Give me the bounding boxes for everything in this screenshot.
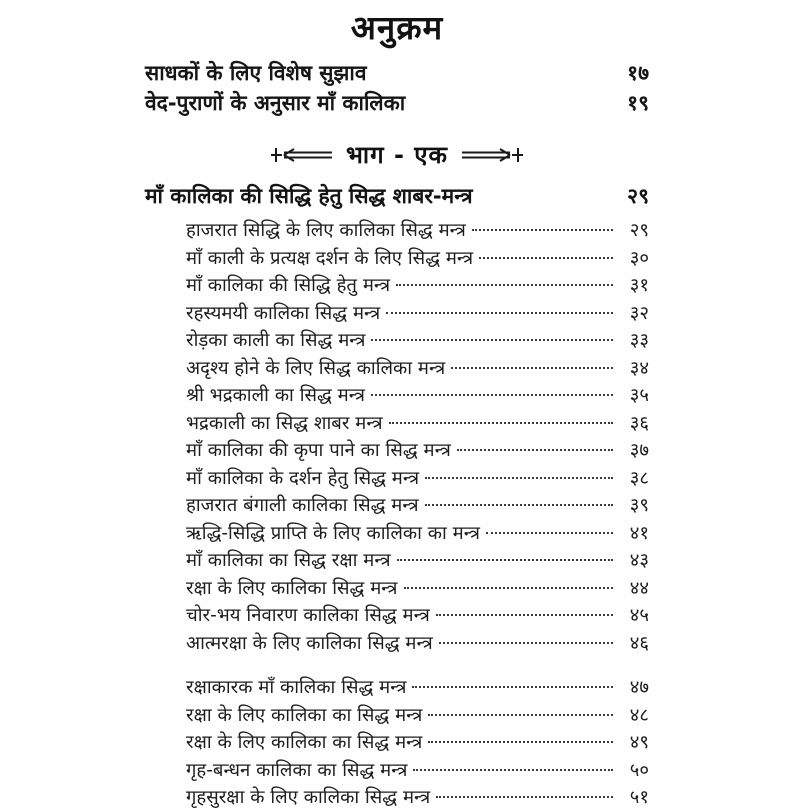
toc-entry-row: [186, 674, 649, 702]
dot-leader: [428, 714, 613, 716]
toc-entry-label: श्री भद्रकाली का सिद्ध मन्त्र: [186, 385, 365, 406]
part-heading: [145, 138, 649, 171]
dot-leader: [486, 532, 613, 534]
dot-leader: [386, 312, 613, 314]
toc-entry-row: [186, 410, 649, 438]
entries-group-divider: [145, 657, 649, 674]
toc-entry-row: [186, 465, 649, 493]
dot-leader: [428, 741, 613, 743]
toc-entry-label: आत्मरक्षा के लिए कालिका सिद्ध मन्त्र: [186, 632, 433, 654]
toc-entry-label: माँ कालिका का सिद्ध रक्षा मन्त्र: [186, 550, 391, 571]
dot-leader: [479, 257, 613, 259]
toc-entry-page-number: ३६: [629, 412, 649, 434]
ornament-arrow-right-icon: [460, 146, 524, 164]
section-heading-row: [145, 181, 649, 211]
front-matter-label: साधकों के लिए विशेष सुझाव: [145, 61, 367, 85]
toc-entry-page-number: ४५: [629, 605, 649, 626]
dot-leader: [397, 559, 613, 561]
toc-entry-label: भद्रकाली का सिद्ध शाबर मन्त्र: [186, 412, 383, 434]
toc-entry-page-number: ४३: [629, 550, 649, 571]
toc-entry-label: रक्षा के लिए कालिका सिद्ध मन्त्र: [186, 577, 398, 599]
toc-entry-row: [186, 784, 649, 812]
dot-leader: [404, 587, 614, 589]
dot-leader: [396, 284, 613, 286]
toc-entry-page-number: ३१: [629, 275, 649, 296]
toc-entry-label: माँ काली के प्रत्यक्ष दर्शन के लिए सिद्ध मन्त्र: [186, 247, 474, 269]
toc-entry-page-number: ३४: [629, 357, 649, 379]
dot-leader: [451, 367, 613, 369]
front-matter-page-number: १७: [627, 61, 649, 85]
dot-leader: [439, 642, 613, 644]
toc-entry-label: गृहसुरक्षा के लिए कालिका सिद्ध मन्त्र: [186, 787, 431, 808]
toc-entry-label: हाजरात बंगाली कालिका सिद्ध मन्त्र: [186, 495, 419, 516]
toc-entry-label: अदृश्य होने के लिए सिद्ध कालिका मन्त्र: [186, 357, 446, 379]
front-matter-row: [145, 58, 649, 88]
toc-entry-row: [186, 327, 649, 355]
toc-entry-row: [186, 547, 649, 575]
toc-entry-label: रक्षा के लिए कालिका का सिद्ध मन्त्र: [186, 704, 423, 726]
toc-entry-page-number: ३९: [629, 495, 649, 516]
toc-entry-label: रक्षाकारक माँ कालिका सिद्ध मन्त्र: [186, 677, 407, 698]
front-matter-list: [145, 58, 649, 118]
toc-entry-label: रक्षा के लिए कालिका का सिद्ध मन्त्र: [186, 732, 423, 753]
page-title: अनुक्रम: [350, 8, 444, 47]
front-matter-label: वेद-पुराणों के अनुसार माँ कालिका: [145, 91, 406, 115]
dot-leader: [436, 614, 613, 616]
toc-entry-page-number: ४९: [629, 732, 649, 753]
toc-entry-row: [186, 575, 649, 603]
toc-entry-row: [186, 520, 649, 548]
toc-entry-label: रोड़का काली का सिद्ध मन्त्र: [186, 330, 366, 351]
dot-leader: [412, 686, 613, 688]
front-matter-row: [145, 88, 649, 118]
ornament-arrow-left-icon: [270, 146, 334, 164]
toc-entries-group-2: [145, 674, 649, 812]
dot-leader: [457, 449, 613, 451]
part-heading-label: भाग - एक: [346, 141, 448, 169]
toc-entry-label: माँ कालिका की सिद्धि हेतु मन्त्र: [186, 275, 391, 296]
toc-entry-row: [186, 245, 649, 273]
section-heading-label: माँ कालिका की सिद्धि हेतु सिद्ध शाबर-मन्त्र: [145, 184, 473, 208]
dot-leader: [472, 229, 613, 231]
toc-entry-label: हाजरात सिद्धि के लिए कालिका सिद्ध मन्त्र: [186, 220, 466, 241]
toc-entry-label: ऋद्धि-सिद्धि प्राप्ति के लिए कालिका का मन्त्र: [186, 522, 480, 544]
toc-entry-page-number: ४१: [629, 522, 649, 544]
toc-entry-label: माँ कालिका के दर्शन हेतु सिद्ध मन्त्र: [186, 467, 420, 489]
toc-entry-row: [186, 729, 649, 757]
toc-entry-page-number: ४८: [629, 704, 649, 726]
front-matter-page-number: १९: [627, 91, 649, 115]
toc-entry-page-number: ४६: [629, 632, 649, 654]
toc-entry-row: [186, 355, 649, 383]
dot-leader: [425, 504, 613, 506]
toc-entry-row: [186, 492, 649, 520]
toc-entry-row: [186, 630, 649, 658]
toc-entry-label: रहस्यमयी कालिका सिद्ध मन्त्र: [186, 302, 381, 324]
toc-entry-page-number: ५१: [629, 787, 649, 808]
toc-entry-page-number: ३३: [629, 330, 649, 351]
toc-entry-page-number: २९: [629, 220, 649, 241]
toc-entry-row: [186, 382, 649, 410]
toc-entry-page-number: ३७: [629, 440, 649, 461]
dot-leader: [436, 796, 613, 798]
toc-entries-group-1: [145, 217, 649, 657]
dot-leader: [371, 339, 613, 341]
toc-entry-row: [186, 437, 649, 465]
toc-entry-row: [186, 300, 649, 328]
toc-entry-page-number: ४४: [629, 577, 649, 599]
toc-entry-page-number: ३०: [629, 247, 649, 269]
toc-entry-label: गृह-बन्धन कालिका का सिद्ध मन्त्र: [186, 759, 408, 781]
dot-leader: [389, 422, 613, 424]
toc-entry-label: माँ कालिका की कृपा पाने का सिद्ध मन्त्र: [186, 440, 451, 461]
toc-entry-row: [186, 272, 649, 300]
toc-entry-row: [186, 702, 649, 730]
toc-entry-page-number: ३२: [629, 302, 649, 324]
toc-entry-page-number: ३५: [629, 385, 649, 406]
dot-leader: [425, 477, 613, 479]
toc-entry-row: [186, 217, 649, 245]
section-heading-page-number: २९: [627, 184, 649, 208]
dot-leader: [371, 394, 613, 396]
toc-entry-page-number: ५०: [629, 759, 649, 781]
dot-leader: [413, 769, 613, 771]
toc-entry-row: [186, 757, 649, 785]
toc-entry-label: चोर-भय निवारण कालिका सिद्ध मन्त्र: [186, 605, 430, 626]
toc-entry-page-number: ४७: [629, 677, 649, 698]
toc-entry-page-number: ३८: [629, 467, 649, 489]
toc-entry-row: [186, 602, 649, 630]
